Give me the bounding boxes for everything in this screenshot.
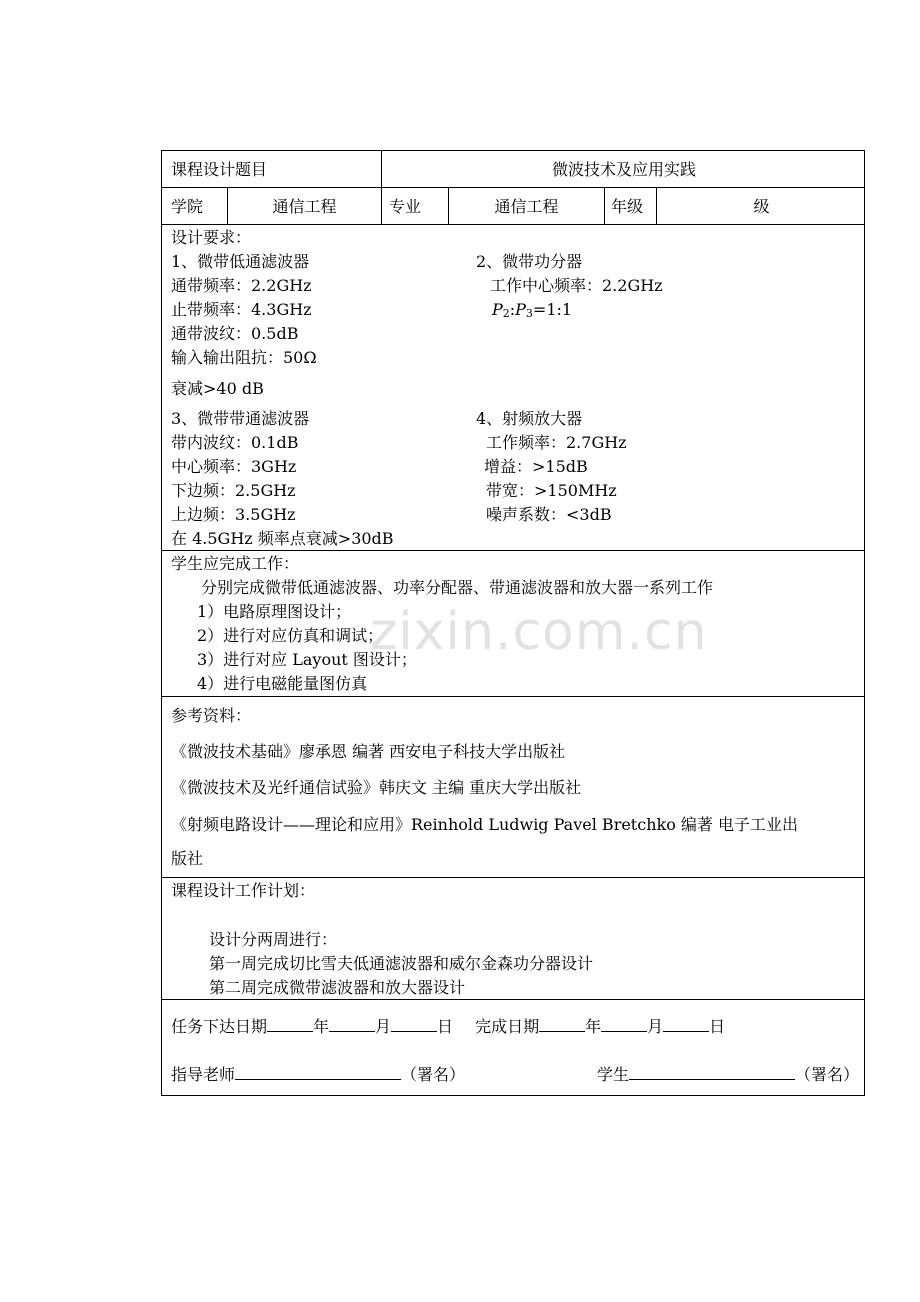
student-signature-line — [597, 1063, 859, 1085]
amplifier-line: 带宽：>150MHz — [486, 481, 617, 500]
tasks-heading: 学生应完成工作： — [171, 554, 300, 573]
assign-date-label: 任务下达日期 — [171, 1017, 268, 1036]
task-item: 1）电路原理图设计； — [197, 602, 352, 621]
amplifier-title: 4、射频放大器 — [476, 409, 583, 428]
finish-month-blank[interactable] — [601, 1015, 647, 1032]
reference-item: 《微波技术及光纤通信试验》韩庆文 主编 重庆大学出版社 — [171, 778, 582, 797]
teacher-sign-note: （署名） — [401, 1065, 466, 1084]
bandpass-line: 带内波纹：0.1dB — [171, 433, 299, 452]
row-divider — [162, 877, 864, 878]
reference-item: 版社 — [171, 849, 204, 868]
bandpass-line: 下边频：2.5GHz — [171, 481, 296, 500]
bandpass-line: 在 4.5GHz 频率点衰减>30dB — [171, 529, 394, 548]
course-design-form — [161, 150, 865, 1096]
major-label: 专业 — [389, 197, 422, 216]
dates-line: 任务下达日期 年 月 日 完成日期 年 月 日 — [171, 1017, 726, 1036]
bandpass-line: 上边频：3.5GHz — [171, 505, 296, 524]
col-divider — [604, 187, 605, 224]
grade-value: 级 — [753, 197, 770, 216]
plan-line: 第二周完成微带滤波器和放大器设计 — [209, 978, 466, 997]
course-title-value: 微波技术及应用实践 — [551, 160, 696, 179]
power-ratio: $P_2:P_3=1:1$ — [492, 300, 573, 320]
task-item: 3）进行对应 Layout 图设计； — [197, 650, 417, 669]
plan-line: 第一周完成切比雪夫低通滤波器和威尔金森功分器设计 — [209, 954, 594, 973]
requirements-heading: 设计要求： — [171, 228, 252, 247]
row-divider — [162, 696, 864, 697]
row-divider — [162, 187, 864, 188]
reference-item: 《射频电路设计——理论和应用》Reinhold Ludwig Pavel Bretchko 编著 电子工业出 — [171, 815, 799, 834]
student-sign-note: （署名） — [795, 1065, 860, 1084]
finish-day-blank[interactable] — [663, 1015, 709, 1032]
task-item: 2）进行对应仿真和调试； — [197, 626, 384, 645]
grade-label: 年级 — [611, 197, 644, 216]
reference-item: 《微波技术基础》廖承恩 编著 西安电子科技大学出版社 — [171, 742, 566, 761]
college-label: 学院 — [171, 197, 204, 216]
amplifier-line: 增益：>15dB — [484, 457, 588, 476]
row-divider — [162, 224, 864, 225]
lowpass-line: 输入输出阻抗：50Ω — [171, 348, 317, 367]
divider-title: 2、微带功分器 — [476, 252, 583, 271]
teacher-label: 指导老师 — [171, 1065, 236, 1084]
lowpass-line: 通带波纹：0.5dB — [171, 324, 299, 343]
teacher-signature-line — [171, 1063, 465, 1085]
tasks-intro: 分别完成微带低通滤波器、功率分配器、带通滤波器和放大器一系列工作 — [201, 578, 714, 597]
student-label: 学生 — [597, 1065, 630, 1084]
divider-line: 工作中心频率：2.2GHz — [490, 276, 663, 295]
finish-year-blank[interactable] — [539, 1015, 585, 1032]
teacher-signature-blank[interactable] — [235, 1063, 401, 1080]
task-item: 4）进行电磁能量图仿真 — [197, 674, 368, 693]
assign-year-blank[interactable] — [267, 1015, 313, 1032]
row-divider — [162, 999, 864, 1000]
references-heading: 参考资料： — [171, 706, 252, 725]
assign-day-blank[interactable] — [391, 1015, 437, 1032]
course-title-label: 课程设计题目 — [171, 160, 268, 179]
lowpass-title: 1、微带低通滤波器 — [171, 252, 310, 271]
college-value: 通信工程 — [272, 197, 337, 216]
lowpass-line: 止带频率：4.3GHz — [171, 300, 312, 319]
lowpass-line: 通带频率：2.2GHz — [171, 276, 312, 295]
bandpass-line: 中心频率：3GHz — [171, 457, 297, 476]
student-signature-blank[interactable] — [629, 1063, 795, 1080]
amplifier-line: 工作频率：2.7GHz — [486, 433, 627, 452]
watermark: zixin.com.cn — [370, 602, 708, 662]
major-value: 通信工程 — [494, 197, 559, 216]
plan-heading: 课程设计工作计划： — [171, 881, 316, 900]
finish-date-label: 完成日期 — [475, 1017, 540, 1036]
row-divider — [162, 550, 864, 551]
bandpass-title: 3、微带带通滤波器 — [171, 409, 310, 428]
amplifier-line: 噪声系数：<3dB — [486, 505, 612, 524]
lowpass-line: 衰减>40 dB — [171, 379, 264, 398]
assign-month-blank[interactable] — [329, 1015, 375, 1032]
plan-line: 设计分两周进行： — [209, 930, 338, 949]
